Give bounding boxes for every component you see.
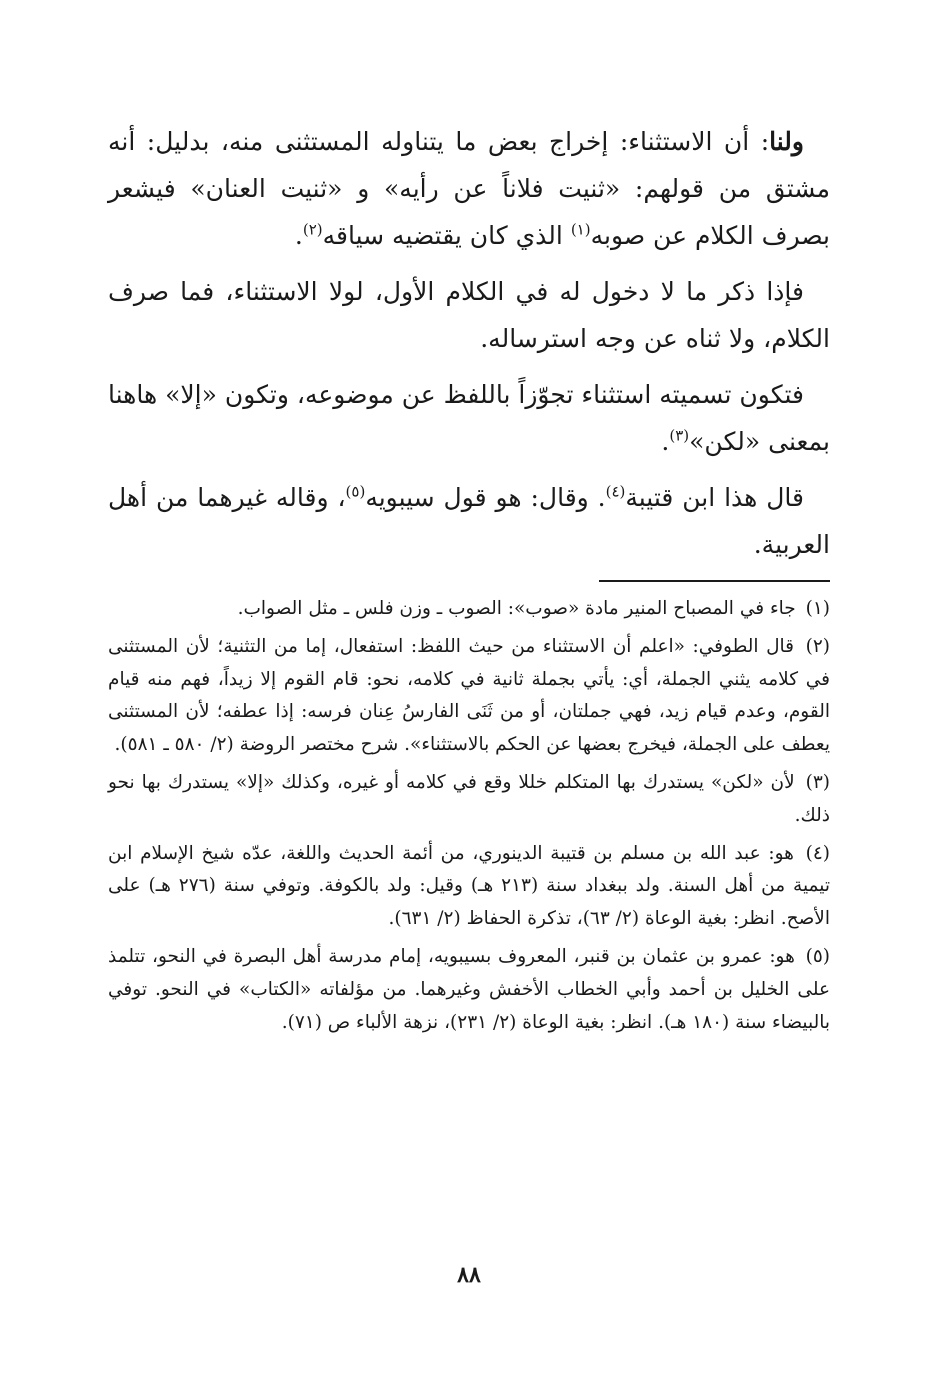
paragraph-3: [108, 371, 830, 465]
book-page: [108, 0, 830, 1385]
paragraph-text: . وقال: هو قول سيبويه: [365, 483, 606, 512]
footnote-1: [108, 593, 830, 626]
footnote-5: [108, 941, 830, 1039]
paragraph-1: [108, 118, 830, 259]
footnote-number: (٣): [805, 771, 830, 793]
footnote-ref[interactable]: (٣): [669, 426, 690, 445]
main-text: [108, 118, 830, 577]
footnote-number: (١): [805, 598, 830, 619]
paragraph-text: فتكون تسميته استثناء تجوّزاً باللفظ عن موضوعه، وتكون «إلا» هاهنا بمعنى «لكن»: [108, 380, 830, 456]
footnote-text: جاء في المصباح المنير مادة «صوب»: الصوب ـ وزن فلس ـ مثل الصواب.: [237, 598, 796, 619]
paragraph-text: قال هذا ابن قتيبة: [625, 483, 804, 512]
footnote-ref[interactable]: (٤): [605, 482, 626, 501]
footnote-number: (٢): [805, 635, 830, 657]
paragraph-4: [108, 474, 830, 568]
paragraph-text: ، وقاله غيرهما من أهل العربية.: [108, 483, 830, 559]
paragraph-lead: ولنا: [769, 127, 804, 156]
footnote-2: [108, 631, 830, 762]
footnote-text: لأن «لكن» يستدرك بها المتكلم خللا وقع في كلامه أو غيره، وكذلك «إلا» يستدرك بها نحو ذلك.: [108, 771, 830, 826]
paragraph-text: : أن الاستثناء: إخراج بعض ما يتناوله المستثنى منه، بدليل: أنه مشتق من قولهم: «ثنيت فلاناً عن رأيه» و «ثنيت العنان» فيشعر بصرف الكلام عن صوبه: [108, 127, 830, 250]
footnote-ref[interactable]: (١): [570, 220, 591, 239]
paragraph-text: الذي كان يقتضيه سياقه: [322, 221, 571, 250]
paragraph-text: .: [661, 427, 670, 456]
footnote-ref[interactable]: (٢): [302, 220, 323, 239]
paragraph-text: فإذا ذكر ما لا دخول له في الكلام الأول، لولا الاستثناء، فما صرف الكلام، ولا ثناه عن وجه استرساله.: [108, 277, 830, 353]
footnote-4: [108, 838, 830, 936]
paragraph-2: [108, 268, 830, 362]
footnote-number: (٤): [805, 842, 830, 864]
footnote-text: هو: عبد الله بن مسلم بن قتيبة الدينوري، من أئمة الحديث واللغة، عدّه شيخ الإسلام ابن تيمية من أهل السنة. ولد ببغداد سنة (٢١٣ هـ) وقيل: ولد بالكوفة. وتوفي سنة (٢٧٦ هـ) على الأصح. انظر: بغية الوعاة (٢/ ٦٣)، تذكرة الحفاظ (٢/ ٦٣١).: [108, 842, 830, 930]
footnotes: [108, 593, 830, 1044]
page-number: ٨٨: [457, 1262, 481, 1288]
footnote-text: قال الطوفي: «اعلم أن الاستثناء من حيث اللفظ: استفعال، إما من التثنية؛ لأن المستثنى في كلامه يثني الجملة، أي: يأتي بجملة ثانية في كلامه، نحو: قام القوم إلا زيداً، فهم منه قيام القوم، وعدم قيام زيد، فهي جملتان، أو من ثَنَى الفارسُ عِنان فرسه: إذا عطفه؛ لأن المستثنى يعطف على الجملة، فيخرج بعضها عن الحكم بالاستثناء». شرح مختصر الروضة (٢/ ٥٨٠ ـ ٥٨١).: [108, 635, 830, 756]
footnote-3: [108, 767, 830, 833]
footnote-divider: [599, 580, 830, 582]
footnote-text: هو: عمرو بن عثمان بن قنبر، المعروف بسيبويه، إمام مدرسة أهل البصرة في النحو، تتلمذ على الخليل بن أحمد وأبي الخطاب الأخفش وغيرهما. من مؤلفاته «الكتاب» في النحو. توفي بالبيضاء سنة (١٨٠ هـ). انظر: بغية الوعاة (٢/ ٢٣١)، نزهة الألباء ص (٧١).: [108, 945, 830, 1033]
footnote-ref[interactable]: (٥): [345, 482, 366, 501]
paragraph-text: .: [294, 221, 303, 250]
footnote-number: (٥): [805, 945, 830, 967]
